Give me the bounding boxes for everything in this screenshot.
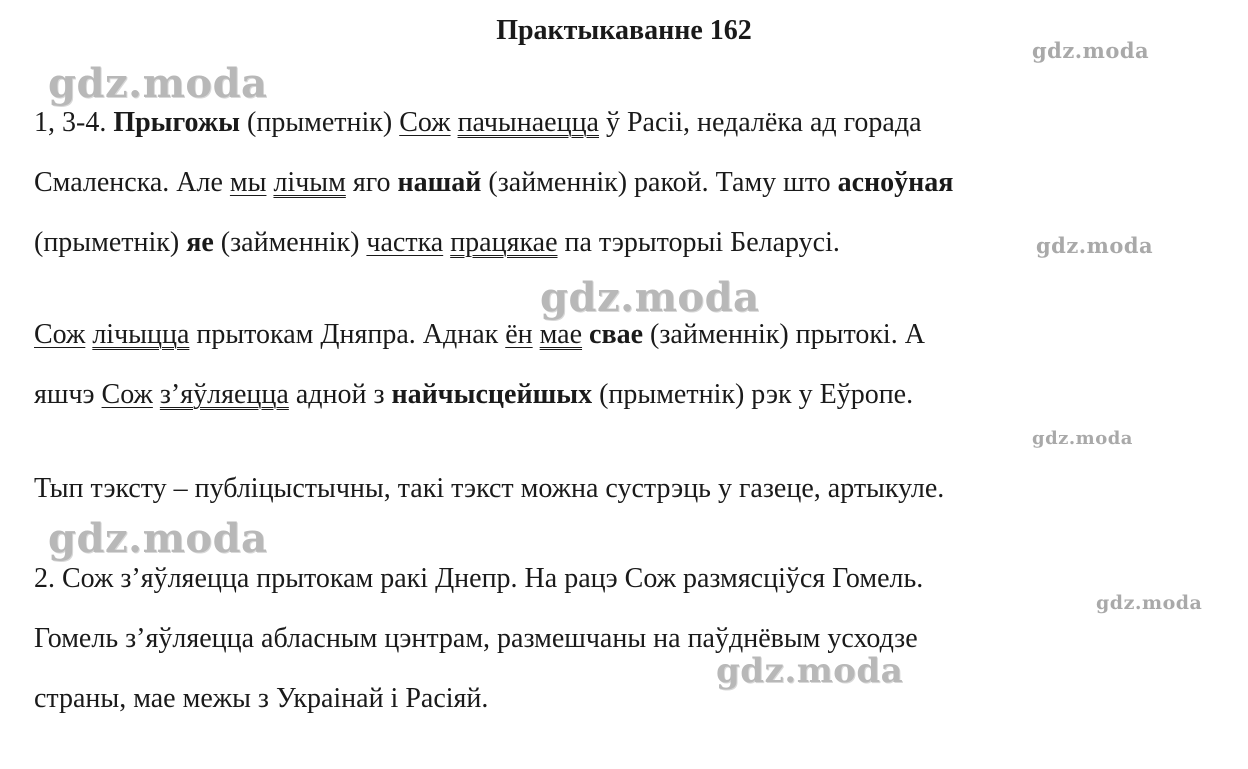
watermark: gdz.moda (48, 515, 268, 562)
text-line: Гомель з’яўляецца абласным цэнтрам, размешчаны на паўднёвым усходзе (34, 623, 918, 654)
page-title: Практыкаванне 162 (496, 15, 752, 46)
watermark: gdz.moda (48, 60, 268, 107)
watermark: gdz.moda (1036, 233, 1154, 258)
watermark: gdz.moda (716, 651, 904, 691)
text-line: Тып тэксту – публіцыстычны, такі тэкст можна сустрэць у газеце, артыкуле. (34, 473, 945, 504)
text-line: 1, 3-4. Прыгожы (прыметнік) Сож пачынаецца ў Расіі, недалёка ад горада (34, 107, 922, 138)
watermark: gdz.moda (540, 274, 760, 321)
text-line: страны, мае межы з Украінай і Расіяй. (34, 683, 489, 714)
text-line: Сож лічыцца прытокам Дняпра. Аднак ён мае свае (займеннік) прытокі. А (34, 319, 925, 350)
text-line: Смаленска. Але мы лічым яго нашай (займеннік) ракой. Таму што асноўная (34, 167, 954, 198)
text-line: 2. Сож з’яўляецца прытокам ракі Днепр. На рацэ Сож размясціўся Гомель. (34, 563, 924, 594)
watermark: gdz.moda (1032, 428, 1133, 449)
text-line: яшчэ Сож з’яўляецца адной з найчысцейшых (прыметнік) рэк у Еўропе. (34, 379, 914, 410)
text-line: (прыметнік) яе (займеннік) частка працякае па тэрыторыі Беларусі. (34, 227, 840, 258)
watermark: gdz.moda (1032, 38, 1150, 63)
watermark: gdz.moda (1096, 592, 1203, 614)
